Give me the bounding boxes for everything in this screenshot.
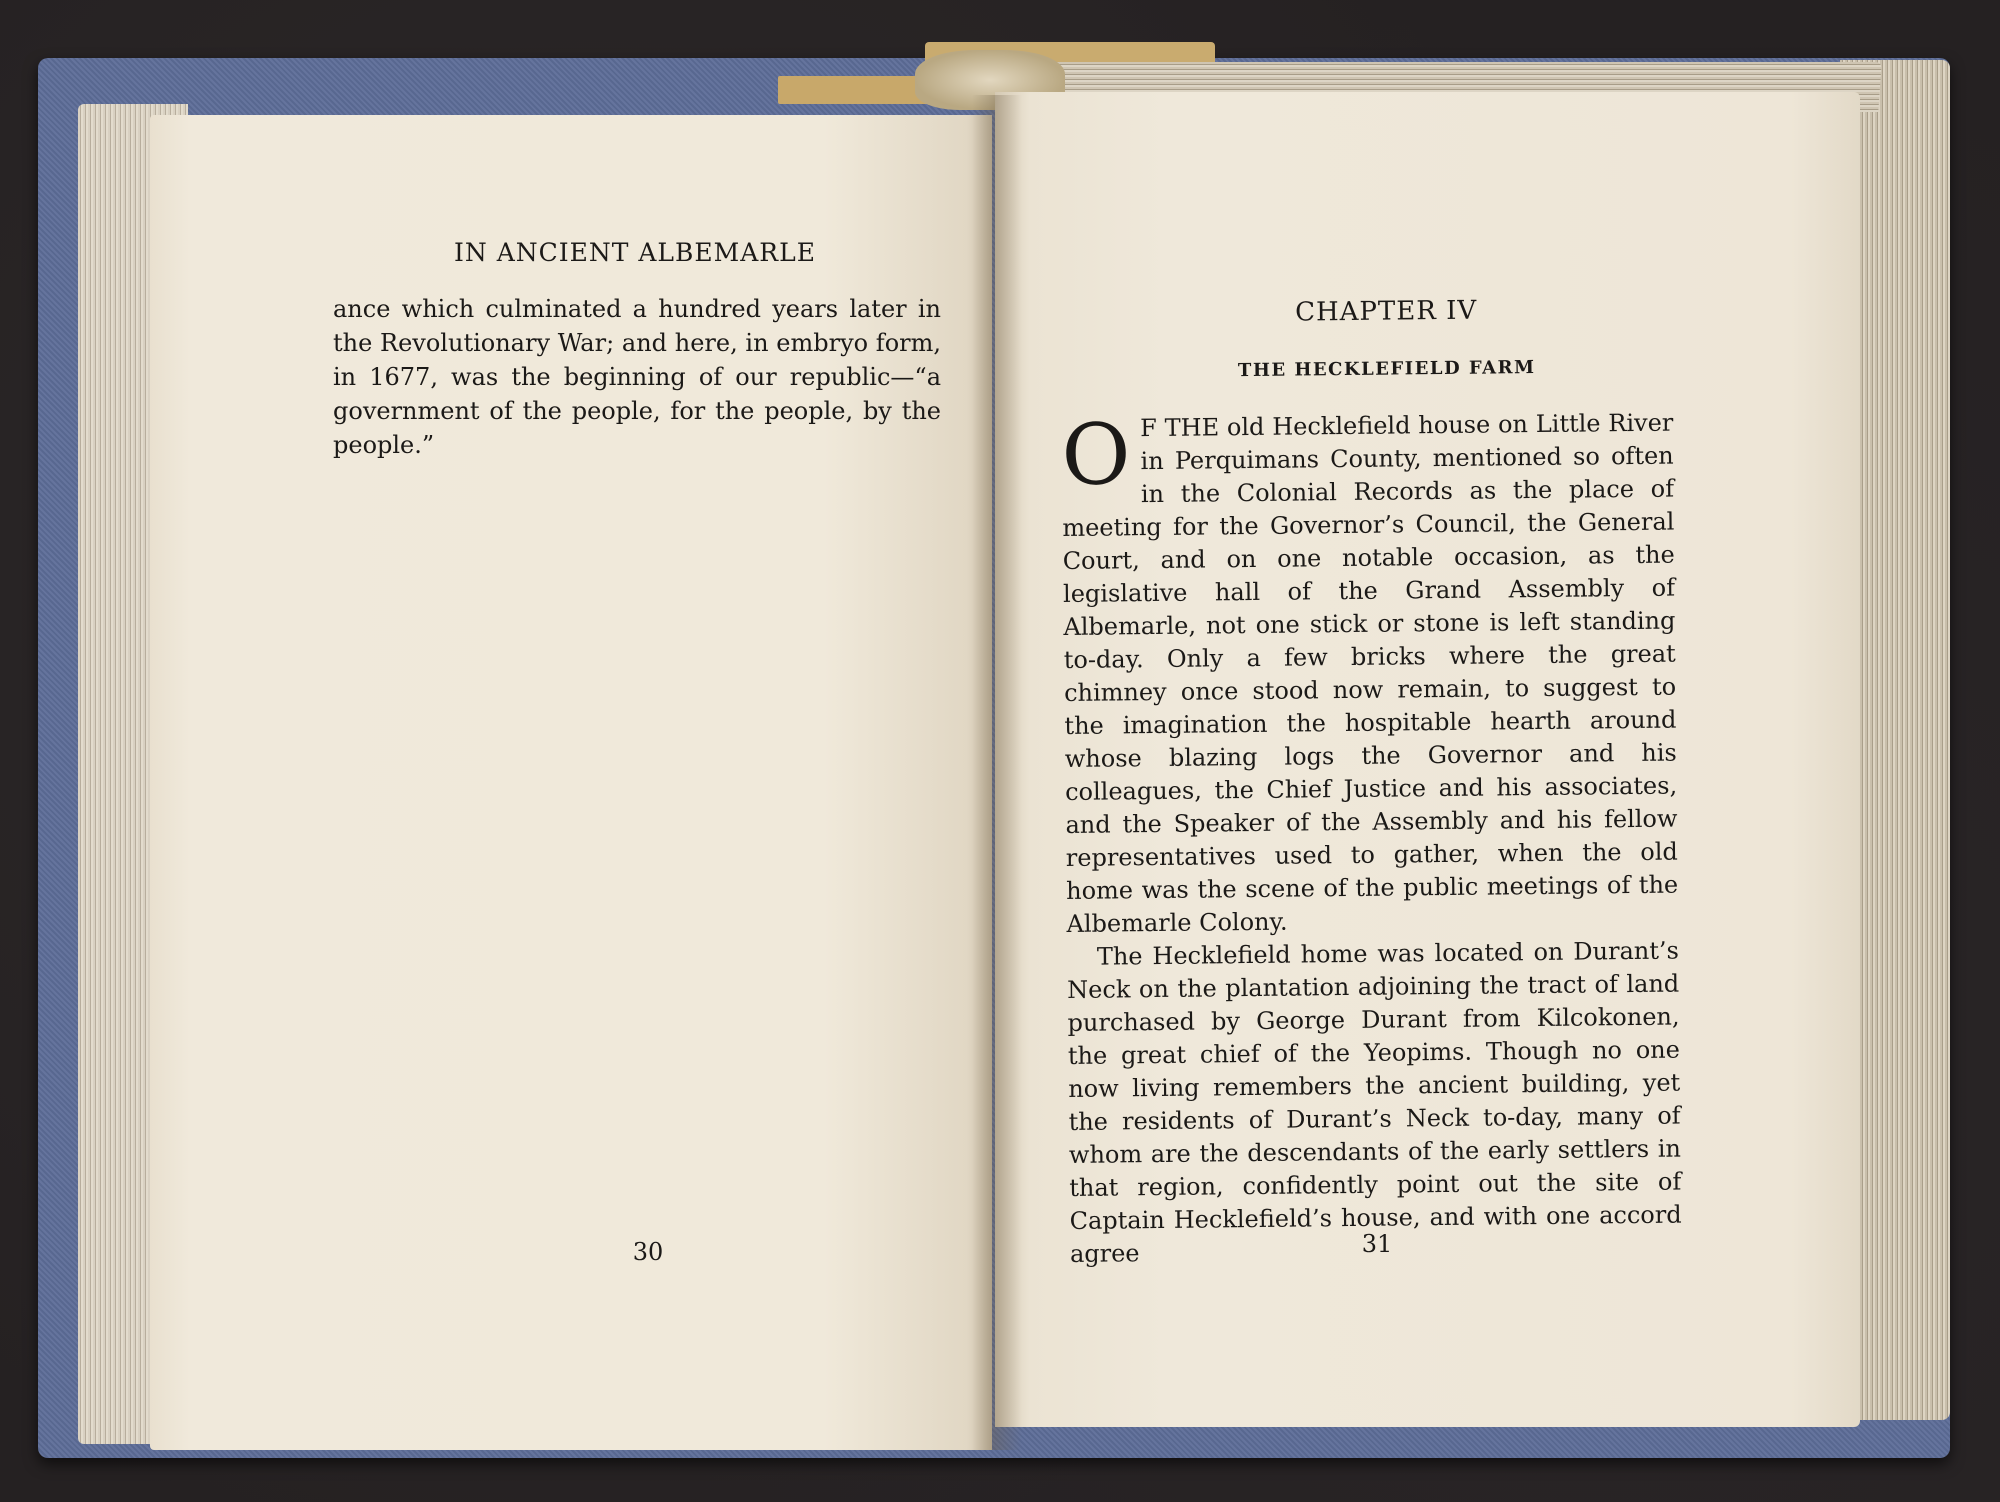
spine-tape (778, 76, 928, 104)
page-number-right: 31 (1361, 1230, 1393, 1258)
running-head: IN ANCIENT ALBEMARLE (454, 238, 816, 267)
right-page-body (1060, 294, 1682, 1271)
page-number-left: 30 (632, 1238, 664, 1266)
chapter-subtitle: THE HECKLEFIELD FARM (1237, 357, 1536, 382)
paragraph: The Hecklefield home was located on Durant’s Neck on the plantation adjoining the tract of land purchased by George Durant from Kilcokonen, the great chief of the Yeopims. Though no one now living remembers the ancient building, yet the residents of Durant’s Neck to-day, many of whom are the descendants of the early settlers in that region, conﬁdently point out the site of Captain Hecklefield’s house, and with one accord agree (1067, 936, 1682, 1268)
paragraph: ance which culminated a hundred years later in the Revolutionary War; and here, in embryo form, in 1677, was the beginning of our republic—“a government of the people, for the people, by the people.” (333, 295, 941, 459)
chapter-title: CHAPTER IV (1294, 295, 1478, 328)
drop-cap: O (1061, 405, 1132, 504)
paragraph-text: F THE old Heckleﬁeld house on Little River in Perquimans County, mentioned so often in the Colonial Records as the place of meeting for the Governor’s Council, the General Court, and on one notable occasion, as the legislative hall of the Grand Assembly of Albemarle, not one stick or stone is left standing to-day. Only a few bricks where the great chimney once stood now remain, to suggest to the imagination the hospitable hearth around whose blazing logs the Governor and his colleagues, the Chief Justice and his associates, and the Speaker of the Assembly and his fellow representatives used to gather, when the old home was the scene of the public meetings of the Albemarle Colony. (1062, 408, 1679, 938)
right-page-text (1061, 407, 1682, 1271)
left-page-text (333, 292, 941, 462)
gutter-shadow (972, 95, 1022, 1450)
paragraph (1061, 407, 1678, 941)
